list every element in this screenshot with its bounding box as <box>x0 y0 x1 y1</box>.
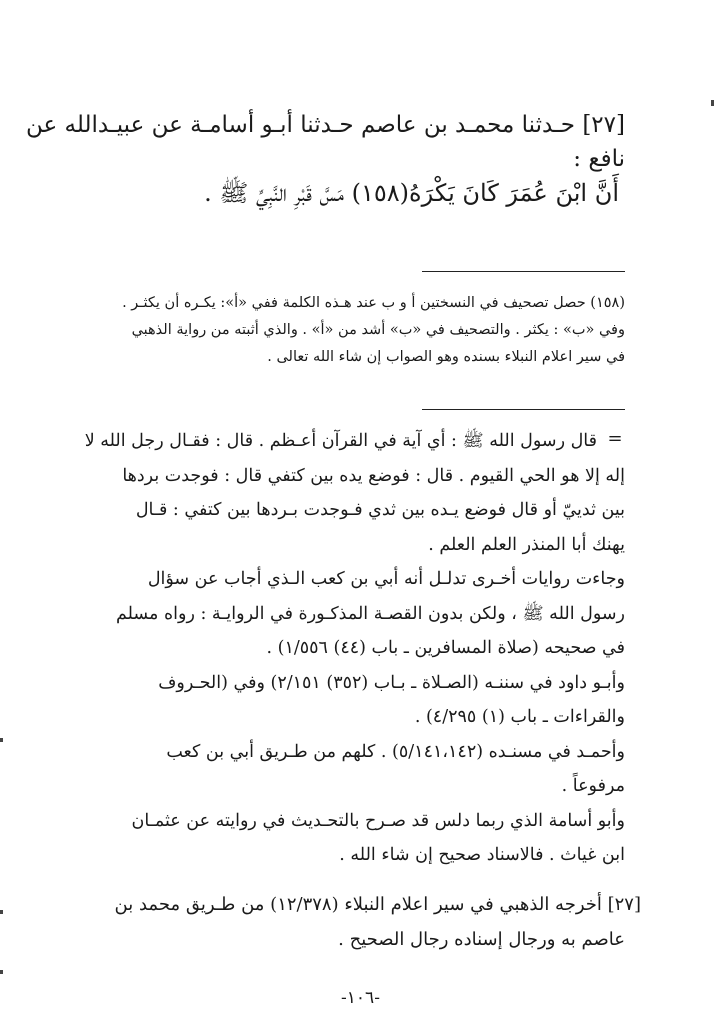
commentary-line: يهنك أبا المنذر العلم العلم . <box>428 534 625 555</box>
takhrij-note <box>93 888 641 957</box>
commentary-line: وجاءت روايات أخـرى تدلـل أنه أبي بن كعب الـذي أجاب عن سؤال <box>147 569 625 589</box>
footnote-line-2: وفي «ب» : يكثر . والتصحيف في «ب» أشد من «أ» . والذي أثبته من رواية الذهبي <box>131 322 625 338</box>
commentary-line: ابن غياث . فالاسناد صحيح إن شاء الله . <box>339 845 625 865</box>
hadith-text <box>26 108 625 210</box>
scan-edge-mark <box>0 738 3 742</box>
continuation-mark: = <box>607 428 623 449</box>
commentary-line: وأبـو داود في سننـه (الصـلاة ـ بـاب (٣٥٢) ٢/١٥١) وفي (الحـروف <box>158 672 625 693</box>
hadith-isnad-line-1: [٢٧] حـدثنا محمـد بن عاصم حـدثنا أبـو أسامـة عن عبيـدالله عن <box>26 112 625 138</box>
commentary-line: والقراءات ـ باب (١) ٤/٢٩٥) . <box>414 707 625 727</box>
scan-edge-mark <box>711 100 714 106</box>
commentary <box>84 424 625 873</box>
commentary-line: بين ثدييّ أو قال فوضع يـده بين ثدي فـوجدت بـردها بين كتفي : قـال <box>135 500 625 520</box>
commentary-line: وأحمـد في مسنـده (٥/١٤١،١٤٢) . كلهم من طـريق أبي بن كعب <box>166 741 625 762</box>
commentary-line: مرفوعاً . <box>561 776 625 796</box>
commentary-line: إله إلا هو الحي القيوم . قال : فوضع يده بين كتفي قال : فوجدت بردها <box>122 465 625 486</box>
hadith-isnad-line-2: نافع : <box>573 146 625 172</box>
takhrij-line-1: [٢٧] أخرجه الذهبي في سير اعلام النبلاء (١٢/٣٧٨) من طـريق محمد بن <box>114 894 641 915</box>
hadith-matn: أَنَّ ابْنَ عُمَرَ كَانَ يَكْرَهُ(١٥٨) مَسَّ قَبْرِ النَّبِيِّ ﷺ . <box>204 179 619 207</box>
commentary-line: قال رسول الله ﷺ : أي آية في القرآن أعـظم . قال : فقـال رجل الله لا <box>84 431 597 451</box>
page-number: -١٠٦- <box>341 988 380 1008</box>
footnote-separator <box>422 271 625 272</box>
footnote-line-1: (١٥٨) حصل تصحيف في النسختين أ و ب عند هـذه الكلمة ففي «أ»: يكـره أن يكثـر . <box>122 295 625 311</box>
commentary-line: وأبو أسامة الذي ربما دلس قد صـرح بالتحـديث في روايته عن عثمـان <box>131 810 625 831</box>
commentary-line: في صحيحه (صلاة المسافرين ـ باب (٤٤) ١/٥٥٦) . <box>266 638 625 658</box>
footnote <box>95 290 625 371</box>
takhrij-line-2: عاصم به ورجال إسناده رجال الصحيح . <box>338 928 625 950</box>
scan-edge-mark <box>0 970 3 974</box>
commentary-line: رسول الله ﷺ ، ولكن بدون القصـة المذكـورة في الروايـة : رواه مسلم <box>115 603 625 624</box>
scan-edge-mark <box>0 910 3 914</box>
commentary-separator <box>422 409 625 410</box>
footnote-line-3: في سير اعلام النبلاء بسنده وهو الصواب إن شاء الله تعالى . <box>267 349 625 365</box>
